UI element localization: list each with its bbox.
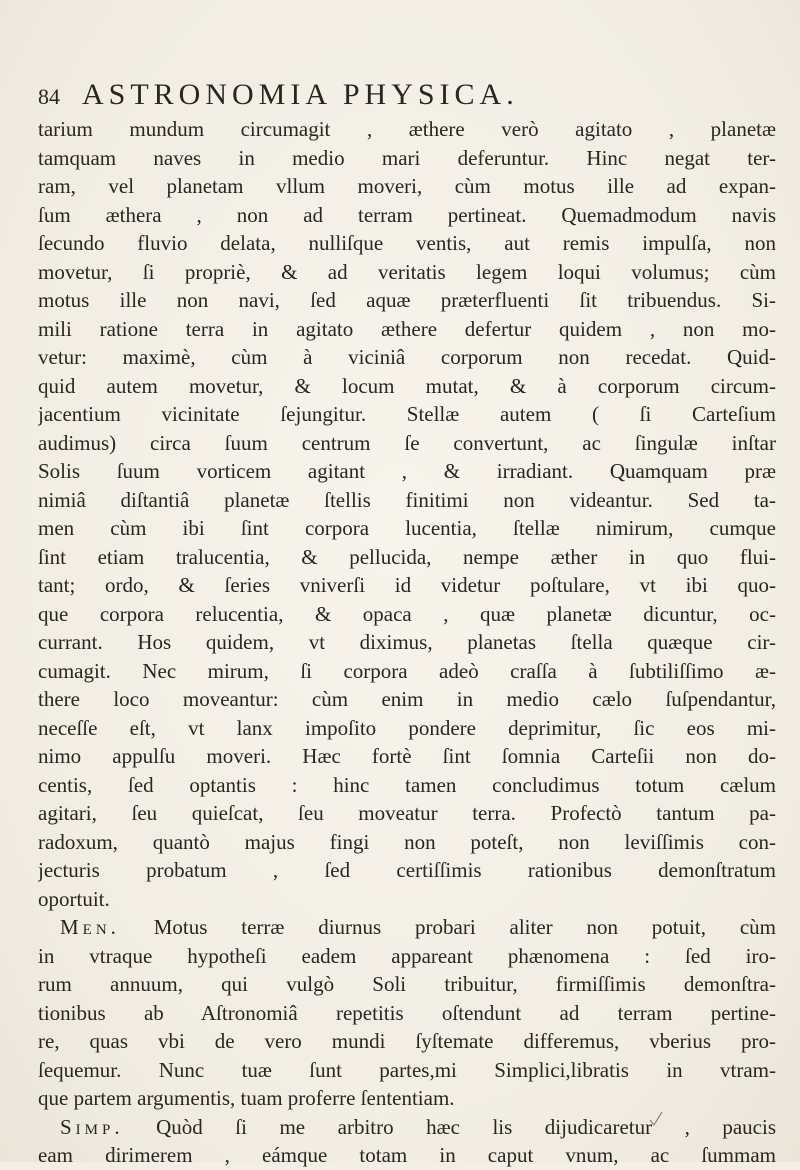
text-line: ſint etiam tralucentia, & pellucida, nempe æther in quo flui- bbox=[38, 544, 776, 569]
text-line: quid autem movetur, & locum mutat, & à corporum circum- bbox=[38, 373, 776, 398]
text-line: tarium mundum circumagit , æthere verò agitato , planetæ bbox=[38, 117, 776, 141]
text-line: Solis ſuum vorticem agitant , & irradiant. Quamquam præ bbox=[38, 459, 776, 483]
text-line: re, quas vbi de vero mundi ſyſtemate differemus, vberius pro- bbox=[38, 1029, 776, 1053]
text-line: ſum æthera , non ad terram pertineat. Quemadmodum navis bbox=[38, 202, 776, 227]
text-line: cumagit. Nec mirum, ſi corpora adeò craſſa à ſubtiliſſimo æ- bbox=[38, 658, 776, 683]
page-header bbox=[38, 78, 758, 112]
text-line: nimo appulſu moveri. Hæc fortè ſint ſomnia Carteſii non do- bbox=[38, 744, 776, 768]
text-line: agitari, ſeu quieſcat, ſeu moveatur terra. Profectò tantum pa- bbox=[38, 801, 776, 825]
speaker-men: Men. bbox=[60, 915, 120, 939]
text-line: rum annuum, qui vulgò Soli tribuitur, firmiſſimis demonſtra- bbox=[38, 972, 776, 996]
speaker-simp: Simp. bbox=[60, 1114, 124, 1139]
text-line: motus ille non navi, ſed aquæ præterfluenti ſit tribuendus. Si- bbox=[38, 288, 776, 312]
text-line: audimus) circa ſuum centrum ſe convertunt, ac ſingulæ inſtar bbox=[38, 430, 776, 455]
text-line: jecturis probatum , ſed certiſſimis rationibus demonſtratum bbox=[38, 858, 776, 882]
text-line: currant. Hos quidem, vt diximus, planetas ſtella quæque cir- bbox=[38, 630, 776, 654]
text-line: jacentium vicinitate ſejungitur. Stellæ autem ( ſi Carteſium bbox=[38, 402, 776, 426]
text-line: radoxum, quantò majus fingi non poteſt, non leviſſimis con- bbox=[38, 829, 776, 854]
text-line: nimiâ diſtantiâ planetæ ſtellis finitimi non videantur. Sed ta- bbox=[38, 487, 776, 512]
text-line: que partem argumentis, tuam proferre ſententiam. bbox=[38, 1086, 455, 1110]
text-line: que corpora relucentia, & opaca , quæ planetæ dicuntur, oc- bbox=[38, 601, 776, 626]
text-line: vetur: maximè, cùm à viciniâ corporum non recedat. Quid- bbox=[38, 345, 776, 369]
speech-simp-first-line bbox=[38, 1113, 776, 1142]
text-line: movetur, ſi propriè, & ad veritatis legem loqui volumus; cùm bbox=[38, 259, 776, 284]
text-line: ſecundo fluvio delata, nulliſque ventis, aut remis impulſa, non bbox=[38, 231, 776, 255]
text-line: mili ratione terra in agitato æthere defertur quidem , non mo- bbox=[38, 316, 776, 341]
text-line: oportuit. bbox=[38, 886, 110, 911]
speech-men-first-line bbox=[38, 913, 776, 942]
check-mark-icon bbox=[649, 1111, 663, 1127]
page-body bbox=[38, 115, 776, 1170]
text-line: there loco moveantur: cùm enim in medio cælo ſuſpendantur, bbox=[38, 687, 776, 711]
text-line: neceſſe eſt, vt lanx impoſito pondere deprimitur, ſic eos mi- bbox=[38, 715, 776, 740]
text-line: tionibus ab Aſtronomiâ repetitis oſtendunt ad terram pertine- bbox=[38, 1000, 776, 1025]
running-title: ASTRONOMIA PHYSICA. bbox=[82, 78, 519, 111]
text-line: centis, ſed optantis : hinc tamen concludimus totum cælum bbox=[38, 772, 776, 797]
text-line: in vtraque hypotheſi eadem appareant phænomena : ſed iro- bbox=[38, 943, 776, 968]
speech-text: Quòd ſi me arbitro hæc lis dijudicaretur , paucis bbox=[156, 1114, 776, 1139]
text-line: ram, vel planetam vllum moveri, cùm motus ille ad expan- bbox=[38, 174, 776, 198]
text-line: eam dirimerem , eámque totam in caput vnum, ac ſummam bbox=[38, 1143, 776, 1167]
speech-text: Motus terræ diurnus probari aliter non potuit, cùm bbox=[153, 915, 776, 939]
text-line: men cùm ibi ſint corpora lucentia, ſtellæ nimirum, cumque bbox=[38, 516, 776, 540]
text-line: tant; ordo, & ſeries vniverſi id videtur poſtulare, vt ibi quo- bbox=[38, 573, 776, 597]
text-line: ſequemur. Nunc tuæ ſunt partes,mi Simplici,libratis in vtram- bbox=[38, 1057, 776, 1082]
text-line: tamquam naves in medio mari deferuntur. Hinc negat ter- bbox=[38, 145, 776, 170]
page-number: 84 bbox=[38, 84, 60, 109]
